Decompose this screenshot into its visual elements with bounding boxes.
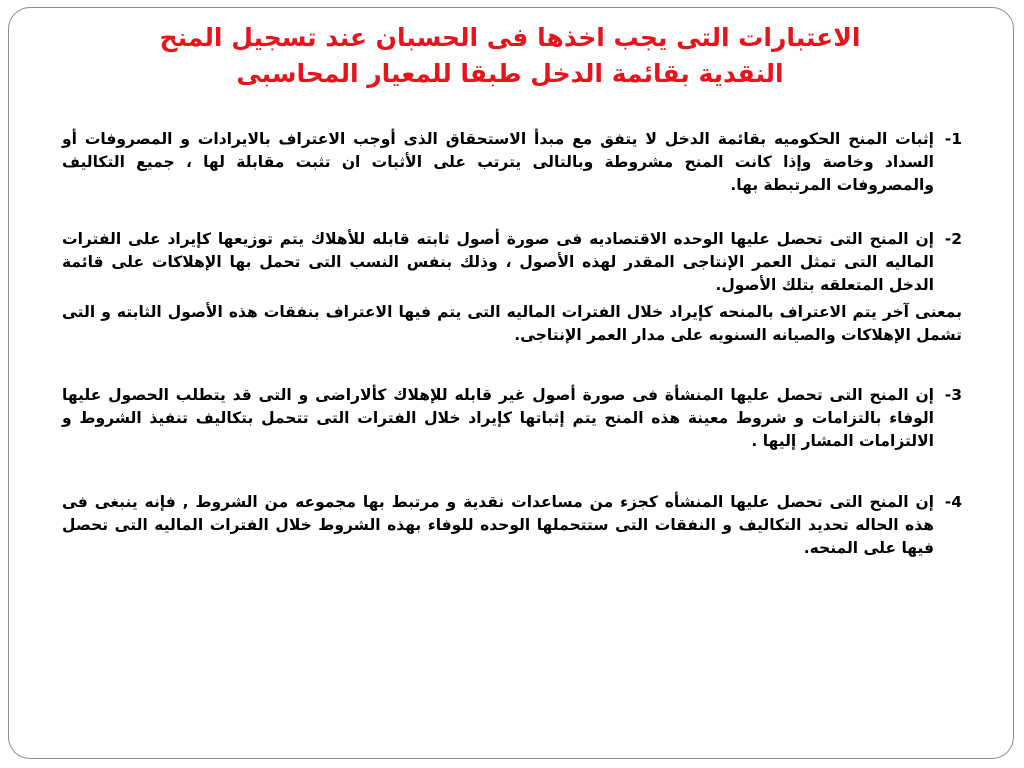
item-number-2: 2-	[944, 230, 962, 248]
item-number-4: 4-	[944, 493, 962, 511]
item-text-4: إن المنح التى تحصل عليها المنشأه كجزء من مساعدات نقدية و مرتبط بها مجموعه من الشروط , فإنه ينبغى فى هذه الحاله تحديد التكاليف و النفقات التى ستتحملها الوحده للوفاء بهذه الشروط خلال الفترات الماليه التى تحصل فيها على المنحه.	[62, 493, 934, 557]
item-number-3: 3-	[944, 386, 962, 404]
title-line-2: النقدية بقائمة الدخل طبقا للمعيار المحاسبى	[236, 59, 784, 88]
list-item-2	[62, 228, 962, 297]
list-item-4	[62, 491, 962, 560]
list-item-1	[62, 128, 962, 197]
item-text-2: إن المنح التى تحصل عليها الوحده الاقتصاديه فى صورة أصول ثابته قابله للأهلاك يتم توزيعها كإيراد على الفترات الماليه التى تمثل العمر الإنتاجى المقدر لهذه الأصول ، وذلك بنفس النسب التى تحمل بها الإهلاكات على قائمة الدخل المتعلقه بتلك الأصول.	[62, 230, 934, 294]
explanatory-note: بمعنى آخر يتم الاعتراف بالمنحه كإيراد خلال الفترات الماليه التى يتم فيها الاعتراف بنفقات هذه الأصول الثابته و التى تشمل الإهلاكات والصيانه السنويه على مدار العمر الإنتاجى.	[62, 303, 962, 344]
title-line-1: الاعتبارات التى يجب اخذها فى الحسبان عند تسجيل المنح	[159, 23, 861, 52]
item-text-3: إن المنح التى تحصل عليها المنشأة فى صورة أصول غير قابله للإهلاك كألاراضى و التى قد يتطلب الحصول عليها الوفاء بالتزامات و شروط معينة هذه المنح يتم إثباتها كإيراد خلال الفترات التى تتحمل بتكاليف تنفيذ الشروط و الالتزامات المشار إليها .	[62, 386, 934, 450]
item-text-1: إثبات المنح الحكوميه بقائمة الدخل لا يتفق مع مبدأ الاستحقاق الذى أوجب الاعتراف بالايرادات و المصروفات أو السداد وخاصة وإذا كانت المنح مشروطة وبالتالى يترتب على الأثبات ان تثبت مقابلة لها ، جميع التكاليف والمصروفات المرتبطة بها.	[62, 130, 934, 194]
item-number-1: 1-	[944, 130, 962, 148]
slide-title	[60, 20, 960, 92]
slide-body	[62, 128, 962, 560]
list-item-3	[62, 384, 962, 453]
